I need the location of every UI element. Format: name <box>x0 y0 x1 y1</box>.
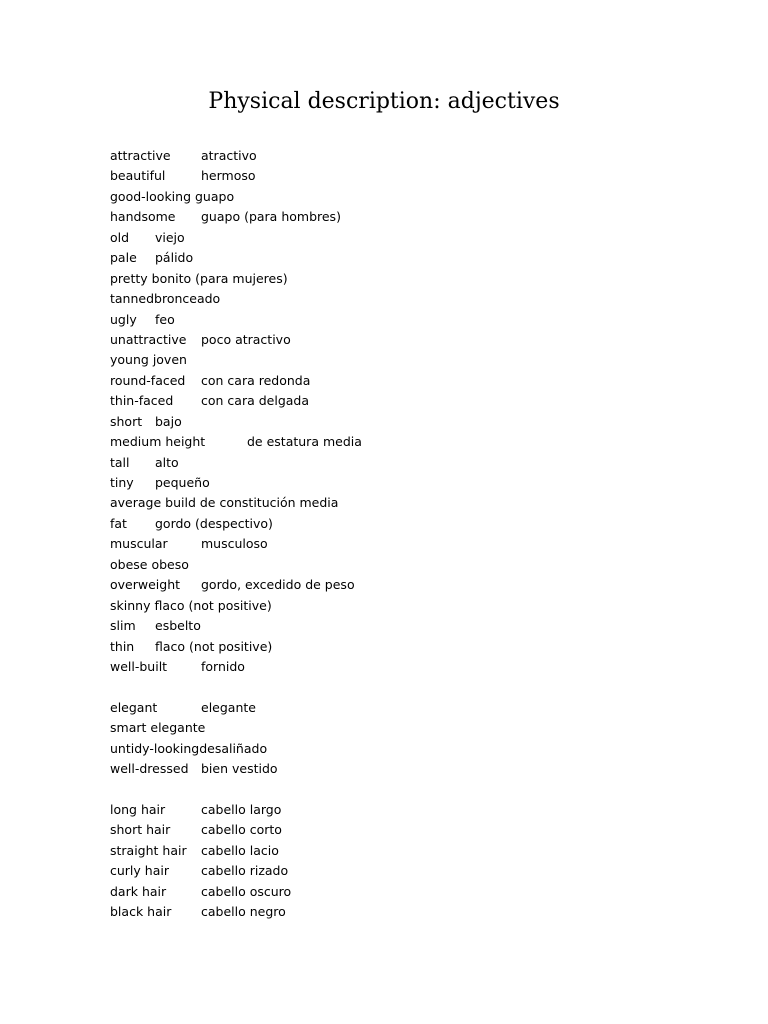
vocab-row <box>110 146 710 166</box>
english-term: straight hair <box>110 842 187 858</box>
english-term: handsome <box>110 209 176 225</box>
spanish-translation: bronceado <box>154 291 221 307</box>
english-term: slim <box>110 618 136 634</box>
spanish-translation: cabello corto <box>201 822 282 838</box>
spanish-translation: con cara redonda <box>201 372 311 388</box>
english-term: beautiful <box>110 168 166 184</box>
english-term: thin-faced <box>110 393 174 409</box>
english-term: obese <box>110 556 152 572</box>
english-term: black hair <box>110 904 172 920</box>
spanish-translation: gordo, excedido de peso <box>201 577 355 593</box>
spanish-translation: obeso <box>151 556 189 572</box>
english-term: untidy-looking <box>110 740 200 756</box>
english-term: medium height <box>110 434 206 450</box>
spanish-translation: flaco (not positive) <box>155 638 273 654</box>
spanish-translation: cabello rizado <box>201 863 289 879</box>
vocab-row <box>110 718 710 738</box>
vocab-row <box>110 861 710 881</box>
vocab-row <box>110 493 710 513</box>
vocab-row <box>110 596 710 616</box>
english-term: old <box>110 229 130 245</box>
vocab-row <box>110 391 710 411</box>
english-term: tanned <box>110 291 155 307</box>
spanish-translation: hermoso <box>201 168 256 184</box>
vocab-row <box>110 453 710 473</box>
english-term: skinny <box>110 597 155 613</box>
spanish-translation: desaliñado <box>199 740 268 756</box>
vocab-row <box>110 330 710 350</box>
spanish-translation: bajo <box>155 413 182 429</box>
spanish-translation: bien vestido <box>201 761 278 777</box>
english-term: tiny <box>110 475 134 490</box>
group-spacer <box>110 780 710 800</box>
group-spacer <box>110 677 710 697</box>
english-term: thin <box>110 638 135 654</box>
vocab-row <box>110 575 710 595</box>
vocab-row <box>110 207 710 227</box>
english-term: elegant <box>110 699 158 715</box>
english-term: unattractive <box>110 331 187 347</box>
vocab-row <box>110 350 710 370</box>
spanish-translation: cabello negro <box>201 904 286 920</box>
spanish-translation: elegante <box>150 720 206 736</box>
english-term: good-looking <box>110 188 195 204</box>
vocab-row <box>110 534 710 554</box>
english-term: ugly <box>110 311 137 327</box>
vocab-row <box>110 371 710 391</box>
vocab-row <box>110 514 710 534</box>
spanish-translation: joven <box>152 352 187 368</box>
spanish-translation: con cara delgada <box>201 393 310 409</box>
english-term: smart <box>110 720 151 736</box>
spanish-translation: de estatura media <box>247 434 362 450</box>
spanish-translation: esbelto <box>155 618 201 634</box>
spanish-translation: alto <box>155 454 179 470</box>
vocab-row <box>110 412 710 432</box>
english-term: short hair <box>110 822 171 838</box>
spanish-translation: cabello largo <box>201 802 282 817</box>
english-term: pale <box>110 250 137 266</box>
vocab-row <box>110 820 710 840</box>
vocab-row <box>110 269 710 289</box>
vocab-row <box>110 800 710 820</box>
english-term: well-dressed <box>110 761 189 777</box>
spanish-translation: poco atractivo <box>201 331 291 347</box>
english-term: overweight <box>110 577 181 593</box>
spanish-translation: cabello lacio <box>201 842 279 858</box>
english-term: round-faced <box>110 372 186 388</box>
vocab-row <box>110 657 710 677</box>
spanish-translation: elegante <box>201 699 256 715</box>
spanish-translation: gordo (despectivo) <box>155 515 273 531</box>
english-term: dark hair <box>110 883 167 899</box>
spanish-translation: viejo <box>155 229 185 245</box>
spanish-translation: feo <box>155 311 175 327</box>
english-term: well-built <box>110 658 168 674</box>
spanish-translation: de constitución media <box>199 495 339 511</box>
vocab-row <box>110 902 710 922</box>
english-term: tall <box>110 454 130 470</box>
page-title: Physical description: adjectives <box>208 89 560 114</box>
english-term: curly hair <box>110 863 169 879</box>
spanish-translation: atractivo <box>201 148 257 163</box>
spanish-translation: cabello oscuro <box>201 883 292 899</box>
vocab-row <box>110 228 710 248</box>
vocab-row <box>110 882 710 902</box>
vocab-row <box>110 432 710 452</box>
english-term: long hair <box>110 802 166 817</box>
spanish-translation: flaco (not positive) <box>154 597 272 613</box>
vocab-row <box>110 187 710 207</box>
vocab-row <box>110 248 710 268</box>
spanish-translation: pálido <box>155 250 194 266</box>
spanish-translation: guapo (para hombres) <box>201 209 341 225</box>
vocab-row <box>110 637 710 657</box>
english-term: young <box>110 352 153 368</box>
vocab-row <box>110 841 710 861</box>
vocab-row <box>110 473 710 493</box>
english-term: attractive <box>110 148 171 163</box>
spanish-translation: fornido <box>201 658 245 674</box>
english-term: short <box>110 413 143 429</box>
vocab-row <box>110 310 710 330</box>
vocab-row <box>110 289 710 309</box>
vocab-row <box>110 739 710 759</box>
english-term: fat <box>110 515 127 531</box>
spanish-translation: musculoso <box>201 536 268 552</box>
vocab-row <box>110 166 710 186</box>
vocab-row <box>110 759 710 779</box>
spanish-translation: bonito (para mujeres) <box>151 270 288 286</box>
english-term: pretty <box>110 270 152 286</box>
spanish-translation: guapo <box>195 188 235 204</box>
vocab-row <box>110 698 710 718</box>
english-term: muscular <box>110 536 168 552</box>
vocabulary-list <box>110 146 710 923</box>
spanish-translation: pequeño <box>155 475 210 490</box>
vocab-row <box>110 555 710 575</box>
english-term: average build <box>110 495 200 511</box>
vocab-row <box>110 616 710 636</box>
